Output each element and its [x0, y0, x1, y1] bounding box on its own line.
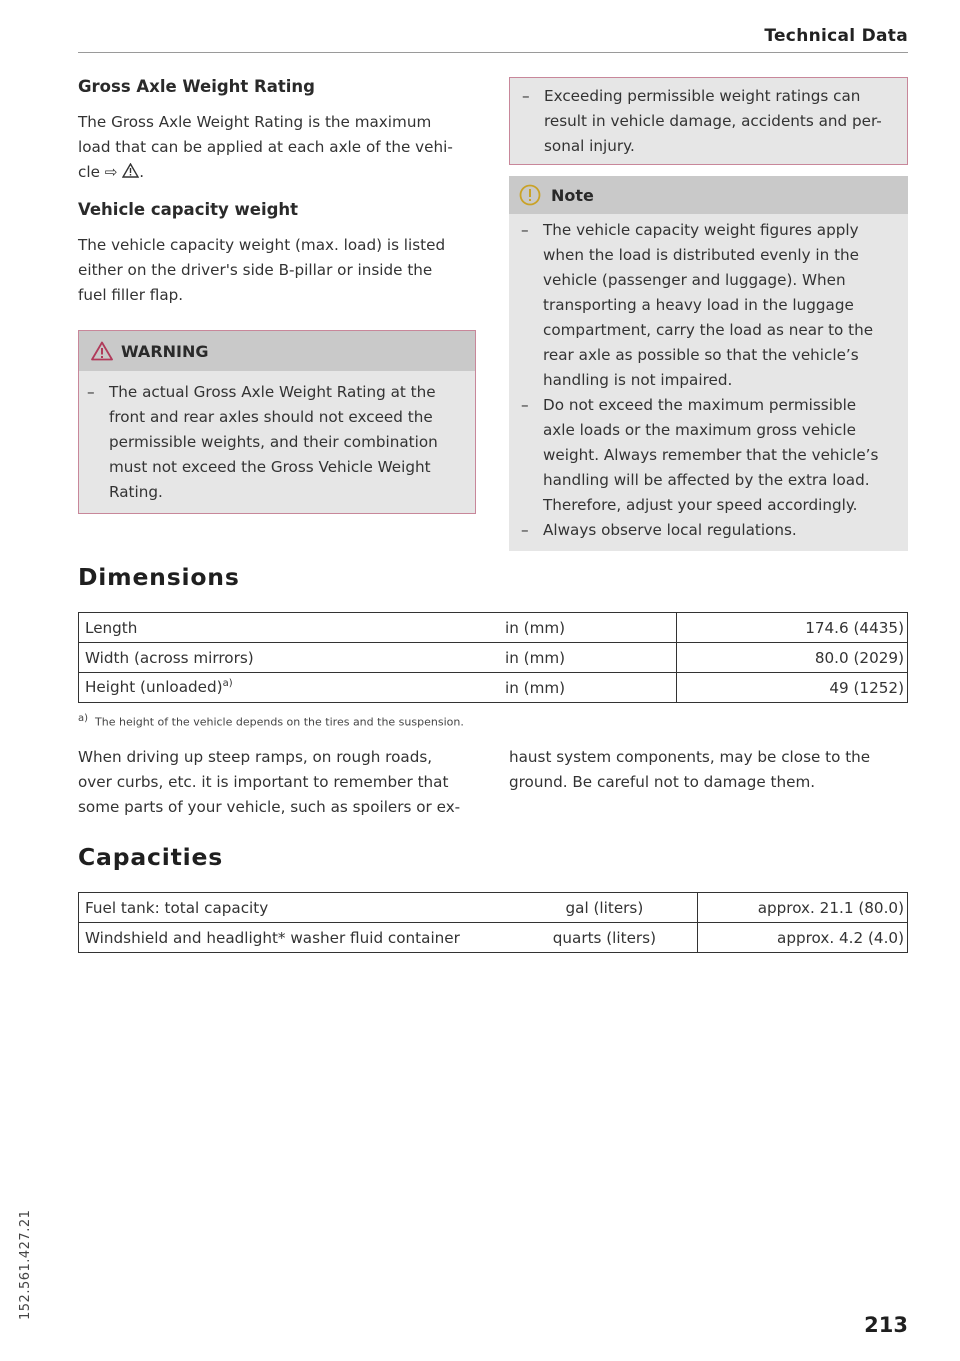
header-divider — [78, 52, 908, 53]
list-dash: – — [521, 521, 529, 539]
note-item — [521, 393, 896, 518]
capacity-weight-heading: Vehicle capacity weight — [78, 200, 299, 219]
note-line: axle loads or the maximum gross vehicle — [543, 421, 856, 439]
footnote-text: The height of the vehicle depends on the tires and the suspension. — [95, 715, 464, 729]
ramps-line: some parts of your vehicle, such as spoilers or ex- — [78, 798, 461, 816]
capacity-weight-line: fuel filler flap. — [78, 286, 184, 304]
capacity-weight-line: either on the driver's side B-pillar or inside the — [78, 261, 433, 279]
warning-line: Rating. — [109, 483, 163, 501]
note-title: Note — [551, 185, 594, 205]
page-number: 213 — [864, 1313, 908, 1337]
dimension-unit: in (mm) — [499, 673, 677, 703]
warning-body — [79, 371, 475, 513]
note-item-text — [543, 218, 873, 393]
gross-axle-line-suffix: . — [139, 163, 145, 181]
note-line: when the load is distributed evenly in the — [543, 246, 860, 264]
ramps-paragraph-right — [509, 745, 908, 795]
dimension-unit: in (mm) — [499, 643, 677, 673]
note-line: weight. Always remember that the vehicle’s — [543, 446, 879, 464]
list-dash: – — [521, 221, 529, 239]
note-line: Therefore, adjust your speed accordingly. — [543, 496, 858, 514]
left-column — [78, 73, 476, 514]
section-title: Technical Data — [764, 26, 908, 46]
warning-line: The actual Gross Axle Weight Rating at the — [109, 383, 436, 401]
table-row — [79, 923, 908, 953]
warning-line: permissible weights, and their combination — [109, 433, 438, 451]
note-body — [509, 214, 908, 551]
table-row — [79, 673, 908, 703]
capacities-table — [78, 892, 908, 953]
warning-continued-line: result in vehicle damage, accidents and per- — [544, 112, 882, 130]
footnote-mark: a) — [78, 713, 89, 724]
note-line: Always observe local regulations. — [543, 521, 797, 539]
table-row — [79, 893, 908, 923]
note-line: Do not exceed the maximum permissible — [543, 396, 857, 414]
warning-continued-line: Exceeding permissible weight ratings can — [544, 87, 861, 105]
table-row — [79, 643, 908, 673]
list-dash: – — [87, 383, 95, 401]
gross-axle-heading: Gross Axle Weight Rating — [78, 77, 315, 96]
gross-axle-line-prefix: cle ⇨ — [78, 163, 123, 181]
warning-continued-text — [544, 84, 882, 159]
note-line: vehicle (passenger and luggage). When — [543, 271, 846, 289]
warning-line: front and rear axles should not exceed the — [109, 408, 433, 426]
ramps-line: When driving up steep ramps, on rough roads, — [78, 748, 433, 766]
capacity-value: approx. 4.2 (4.0) — [698, 923, 908, 953]
note-line: rear axle as possible so that the vehicle’s — [543, 346, 859, 364]
dimension-value: 49 (1252) — [677, 673, 908, 703]
warning-item — [87, 380, 463, 505]
warning-continued-item — [522, 84, 897, 159]
ramps-line: ground. Be careful not to damage them. — [509, 773, 816, 791]
note-item — [521, 518, 896, 543]
capacity-unit: gal (liters) — [511, 893, 698, 923]
warning-continued-box — [509, 77, 908, 165]
dimensions-heading: Dimensions — [78, 563, 240, 591]
footnote-reference[interactable]: a) — [222, 678, 233, 690]
note-header — [509, 176, 908, 214]
note-line: The vehicle capacity weight figures apply — [543, 221, 859, 239]
warning-triangle-icon — [91, 341, 113, 361]
note-box — [509, 176, 908, 551]
dimension-label-cell — [79, 673, 499, 703]
note-line: transporting a heavy load in the luggage — [543, 296, 854, 314]
note-line: handling will be affected by the extra load. — [543, 471, 870, 489]
warning-header — [79, 331, 475, 371]
right-column — [509, 77, 908, 551]
info-circle-icon — [519, 184, 541, 206]
note-item-text — [543, 518, 797, 543]
note-item — [521, 218, 896, 393]
capacities-heading: Capacities — [78, 843, 223, 871]
dimension-label: Height (unloaded) — [85, 678, 223, 697]
dimensions-footnote — [78, 713, 464, 729]
warning-reference-icon[interactable] — [122, 163, 139, 178]
table-row — [79, 613, 908, 643]
capacity-unit: quarts (liters) — [511, 923, 698, 953]
dimension-value: 174.6 (4435) — [677, 613, 908, 643]
warning-item-text — [109, 380, 438, 505]
gross-axle-line: The Gross Axle Weight Rating is the maximum — [78, 113, 432, 131]
dimensions-table — [78, 612, 908, 703]
ramps-line: over curbs, etc. it is important to remember that — [78, 773, 449, 791]
dimension-label: Length — [79, 613, 499, 643]
warning-title: WARNING — [121, 341, 209, 361]
note-line: compartment, carry the load as near to the — [543, 321, 874, 339]
list-dash: – — [522, 87, 530, 105]
warning-box — [78, 330, 476, 514]
list-dash: – — [521, 396, 529, 414]
note-item-text — [543, 393, 878, 518]
gross-axle-line — [78, 160, 476, 185]
capacity-label: Windshield and headlight* washer fluid container — [79, 923, 512, 953]
dimension-unit: in (mm) — [499, 613, 677, 643]
ramps-paragraph-left — [78, 745, 478, 820]
warning-line: must not exceed the Gross Vehicle Weight — [109, 458, 431, 476]
capacity-value: approx. 21.1 (80.0) — [698, 893, 908, 923]
capacity-label: Fuel tank: total capacity — [79, 893, 512, 923]
gross-axle-line: load that can be applied at each axle of the vehi- — [78, 138, 453, 156]
ramps-line: haust system components, may be close to the — [509, 748, 871, 766]
document-code: 152.561.427.21 — [18, 1209, 33, 1320]
dimension-value: 80.0 (2029) — [677, 643, 908, 673]
warning-continued-line: sonal injury. — [544, 137, 635, 155]
capacity-weight-line: The vehicle capacity weight (max. load) is listed — [78, 236, 446, 254]
note-line: handling is not impaired. — [543, 371, 733, 389]
dimension-label: Width (across mirrors) — [79, 643, 499, 673]
